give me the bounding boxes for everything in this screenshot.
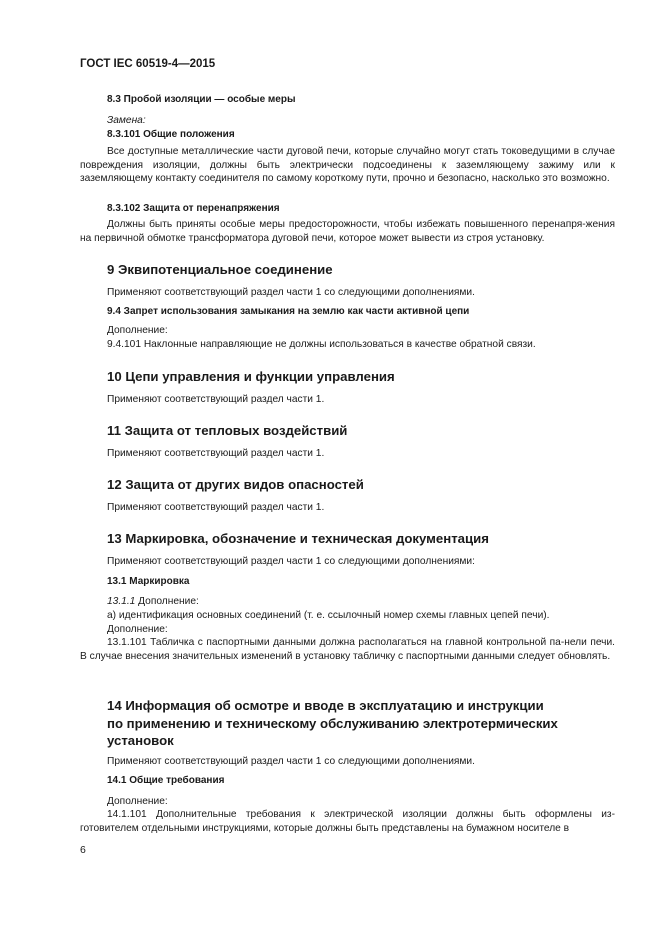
section-14-heading-line3: установок [107, 733, 174, 748]
section-14-addition-label: Дополнение: [107, 796, 168, 807]
section-9-text: Применяют соответствующий раздел части 1 со следующими дополнениями. [107, 287, 475, 298]
section-13-heading: 13 Маркировка, обозначение и техническая документация [107, 531, 489, 546]
section-14-heading-line1: 14 Информация об осмотре и вводе в эксплуатацию и инструкции [107, 698, 544, 713]
section-8-3-heading: 8.3 Пробой изоляции — особые меры [107, 94, 296, 105]
section-13-item-a: а) идентификация основных соединений (т. е. ссылочный номер схемы главных цепей печи). [107, 610, 550, 621]
section-13-1-1-label: Дополнение: [135, 596, 199, 607]
section-14-text: Применяют соответствующий раздел части 1 со следующими дополнениями. [107, 756, 475, 767]
section-9-heading: 9 Эквипотенциальное соединение [107, 262, 333, 277]
section-14-1-101-text: 14.1.101 Дополнительные требования к электрической изоляции должны быть оформлены из-готовителем отдельными инструкциями, которые должны быть представлены на бумажном носителе в [80, 809, 615, 834]
section-12-heading: 12 Защита от других видов опасностей [107, 477, 364, 492]
section-13-1-1-number: 13.1.1 [107, 596, 136, 607]
section-12-text: Применяют соответствующий раздел части 1. [107, 502, 325, 513]
section-13-1-heading: 13.1 Маркировка [107, 576, 190, 587]
section-13-addition-label: Дополнение: [107, 624, 168, 635]
section-11-heading: 11 Защита от тепловых воздействий [107, 423, 348, 438]
document-header: ГОСТ IEC 60519-4—2015 [80, 58, 216, 70]
section-9-4-101-text: 9.4.101 Наклонные направляющие не должны использоваться в качестве обратной связи. [107, 339, 536, 350]
replacement-label: Замена: [107, 115, 146, 126]
section-14-1-heading: 14.1 Общие требования [107, 775, 225, 786]
section-13-1-101-text: 13.1.101 Табличка с паспортными данными должна располагаться на главной контрольной па-нели печи. В случае внесения значительных изменений в установку табличку с паспортными данными следует обновлять. [80, 637, 615, 662]
section-8-3-101-text: Все доступные металлические части дуговой печи, которые случайно могут стать токоведущими в случае повреждения изоляции, должны быть электрически подсоединены к заземляющему зажиму или к заземляющему контакту соединителя по самому короткому пути, прочно и безопасно, насколько это возможно. [80, 146, 615, 185]
section-14-heading [80, 697, 615, 750]
section-9-addition-label: Дополнение: [107, 325, 168, 336]
section-14-heading-line2: по применению и техническому обслуживанию электротермических [107, 715, 558, 731]
section-11-text: Применяют соответствующий раздел части 1. [107, 448, 325, 459]
section-13-text: Применяют соответствующий раздел части 1 со следующими дополнениями: [107, 556, 475, 567]
section-10-heading: 10 Цепи управления и функции управления [107, 369, 395, 384]
section-10-text: Применяют соответствующий раздел части 1. [107, 394, 325, 405]
page-number: 6 [80, 844, 86, 856]
section-13-1-1-line [80, 595, 615, 609]
section-8-3-101-heading: 8.3.101 Общие положения [107, 129, 235, 140]
section-8-3-102-heading: 8.3.102 Защита от перенапряжения [107, 203, 280, 214]
section-9-4-heading: 9.4 Запрет использования замыкания на землю как части активной цепи [107, 306, 470, 317]
section-8-3-102-text: Должны быть приняты особые меры предосторожности, чтобы избежать повышенного перенапря-жения на первичной обмотке трансформатора дуговой печи, которое может вывести из строя установку. [80, 219, 615, 244]
